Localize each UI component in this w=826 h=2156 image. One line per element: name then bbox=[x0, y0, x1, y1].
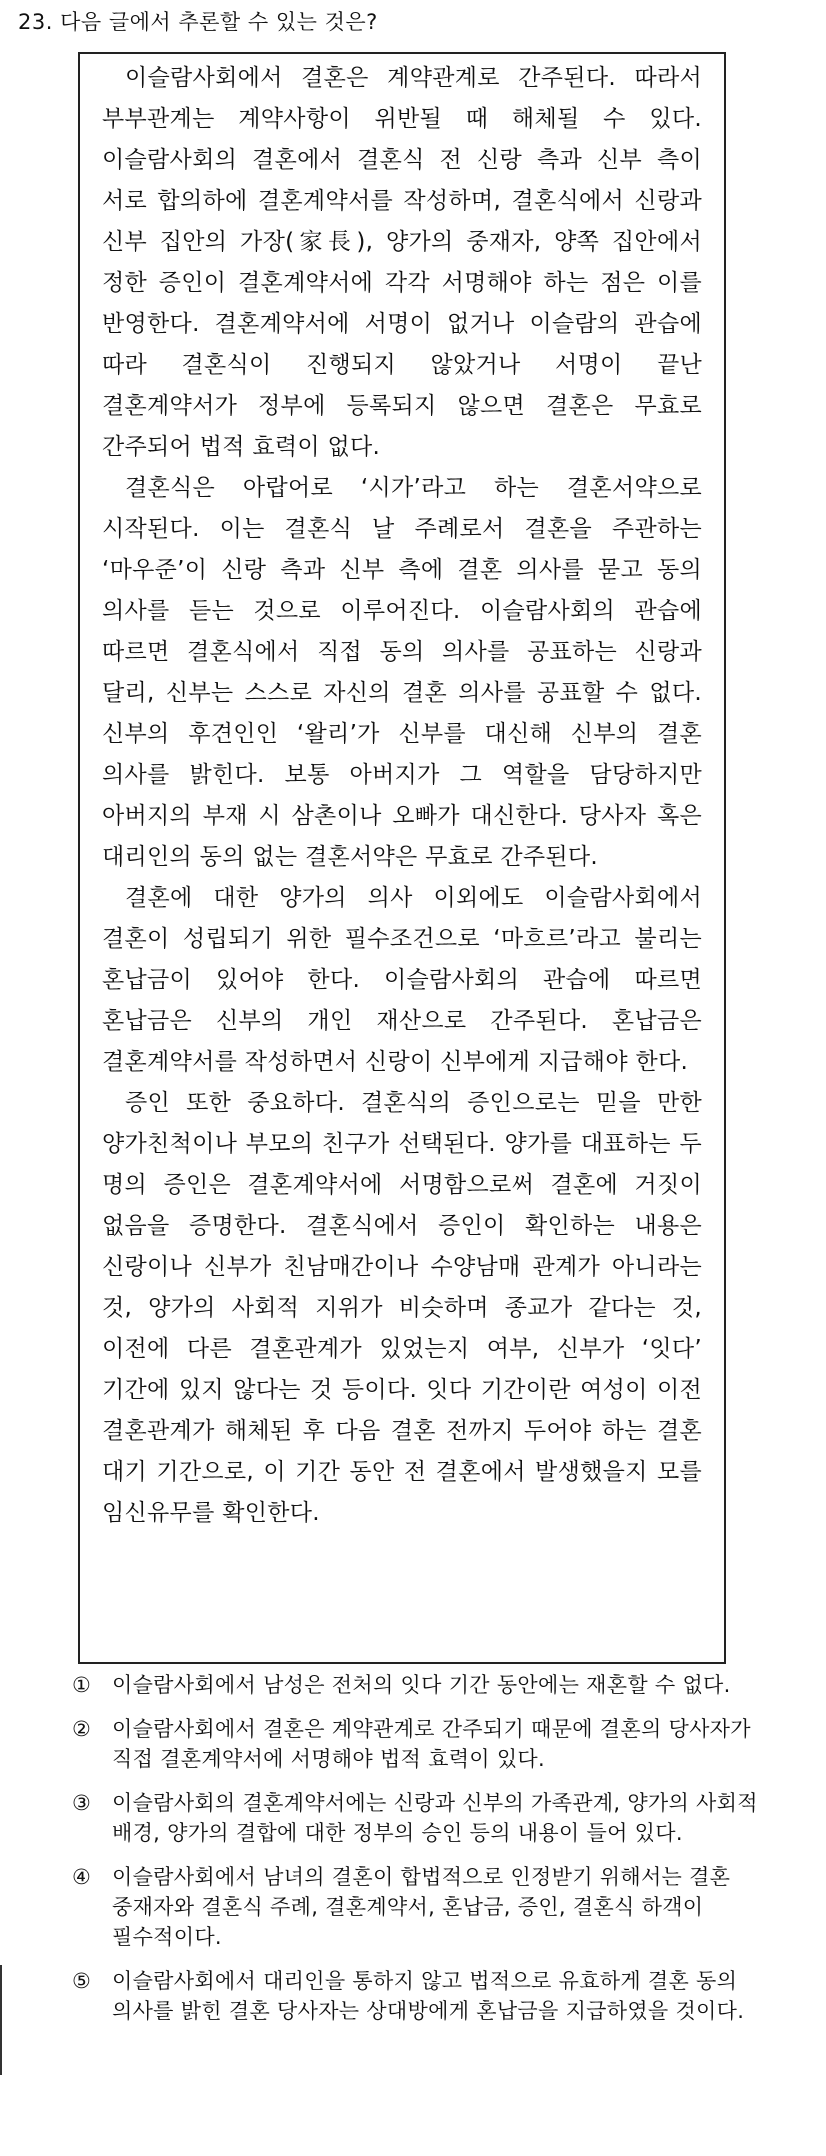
choice-number: ③ bbox=[72, 1791, 92, 1815]
answer-choices bbox=[70, 1670, 770, 2040]
choice-number: ① bbox=[72, 1673, 92, 1697]
passage-paragraph-4: 증인 또한 중요하다. 결혼식의 증인으로는 믿을 만한 양가친척이나 부모의 친구가 선택된다. 양가를 대표하는 두 명의 증인은 결혼계약서에 서명함으로써 결혼에 거짓이 없음을 증명한다. 결혼식에서 증인이 확인하는 내용은 신랑이나 신부가 친남매간이나 수양남매 관계가 아니라는 것, 양가의 사회적 지위가 비슷하며 종교가 같다는 것, 이전에 다른 결혼관계가 있었는지 여부, 신부가 ‘잇다’ 기간에 있지 않다는 것 등이다. 잇다 기간이란 여성이 이전 결혼관계가 해체된 후 다음 결혼 전까지 두어야 하는 결혼 대기 기간으로, 이 기간 동안 전 결혼에서 발생했을지 모를 임신유무를 확인한다. bbox=[102, 1090, 702, 1526]
choice-number: ⑤ bbox=[72, 1969, 92, 1993]
passage-box bbox=[78, 52, 726, 1664]
choice-1[interactable] bbox=[70, 1670, 770, 1700]
passage-paragraph-3: 결혼에 대한 양가의 의사 이외에도 이슬람사회에서 결혼이 성립되기 위한 필수조건으로 ‘마흐르’라고 불리는 혼납금이 있어야 한다. 이슬람사회의 관습에 따르면 혼납금은 신부의 개인 재산으로 간주된다. 혼납금은 결혼계약서를 작성하면서 신랑이 신부에게 지급해야 한다. bbox=[102, 885, 702, 1075]
margin-line bbox=[0, 1965, 2, 2075]
choice-number: ④ bbox=[72, 1865, 92, 1889]
choice-4[interactable] bbox=[70, 1862, 770, 1952]
passage-paragraph-1: 이슬람사회에서 결혼은 계약관계로 간주된다. 따라서 부부관계는 계약사항이 위반될 때 해체될 수 있다. 이슬람사회의 결혼에서 결혼식 전 신랑 측과 신부 측이 서로 합의하에 결혼계약서를 작성하며, 결혼식에서 신랑과 신부 집안의 가장(家長), 양가의 중재자, 양쪽 집안에서 정한 증인이 결혼계약서에 각각 서명해야 하는 점은 이를 반영한다. 결혼계약서에 서명이 없거나 이슬람의 관습에 따라 결혼식이 진행되지 않았거나 서명이 끝난 결혼계약서가 정부에 등록되지 않으면 결혼은 무효로 간주되어 법적 효력이 없다. bbox=[102, 65, 702, 460]
choice-text: 이슬람사회에서 결혼은 계약관계로 간주되기 때문에 결혼의 당사자가 직접 결혼계약서에 서명해야 법적 효력이 있다. bbox=[112, 1717, 751, 1771]
question-title: 23. 다음 글에서 추론할 수 있는 것은? bbox=[18, 10, 378, 34]
choice-3[interactable] bbox=[70, 1788, 770, 1848]
choice-5[interactable] bbox=[70, 1966, 770, 2026]
passage-paragraph-2: 결혼식은 아랍어로 ‘시가’라고 하는 결혼서약으로 시작된다. 이는 결혼식 날 주례로서 결혼을 주관하는 ‘마우준’이 신랑 측과 신부 측에 결혼 의사를 묻고 동의 의사를 듣는 것으로 이루어진다. 이슬람사회의 관습에 따르면 결혼식에서 직접 동의 의사를 공표하는 신랑과 달리, 신부는 스스로 자신의 결혼 의사를 공표할 수 없다. 신부의 후견인인 ‘왈리’가 신부를 대신해 신부의 결혼 의사를 밝힌다. 보통 아버지가 그 역할을 담당하지만 아버지의 부재 시 삼촌이나 오빠가 대신한다. 당사자 혹은 대리인의 동의 없는 결혼서약은 무효로 간주된다. bbox=[102, 475, 702, 870]
choice-2[interactable] bbox=[70, 1714, 770, 1774]
choice-text: 이슬람사회에서 남녀의 결혼이 합법적으로 인정받기 위해서는 결혼 중재자와 결혼식 주례, 결혼계약서, 혼납금, 증인, 결혼식 하객이 필수적이다. bbox=[112, 1865, 731, 1949]
choice-text: 이슬람사회의 결혼계약서에는 신랑과 신부의 가족관계, 양가의 사회적 배경, 양가의 결합에 대한 정부의 승인 등의 내용이 들어 있다. bbox=[112, 1791, 758, 1845]
choice-text: 이슬람사회에서 남성은 전처의 잇다 기간 동안에는 재혼할 수 없다. bbox=[112, 1673, 731, 1697]
choice-number: ② bbox=[72, 1717, 92, 1741]
choice-text: 이슬람사회에서 대리인을 통하지 않고 법적으로 유효하게 결혼 동의 의사를 밝힌 결혼 당사자는 상대방에게 혼납금을 지급하였을 것이다. bbox=[112, 1969, 745, 2023]
